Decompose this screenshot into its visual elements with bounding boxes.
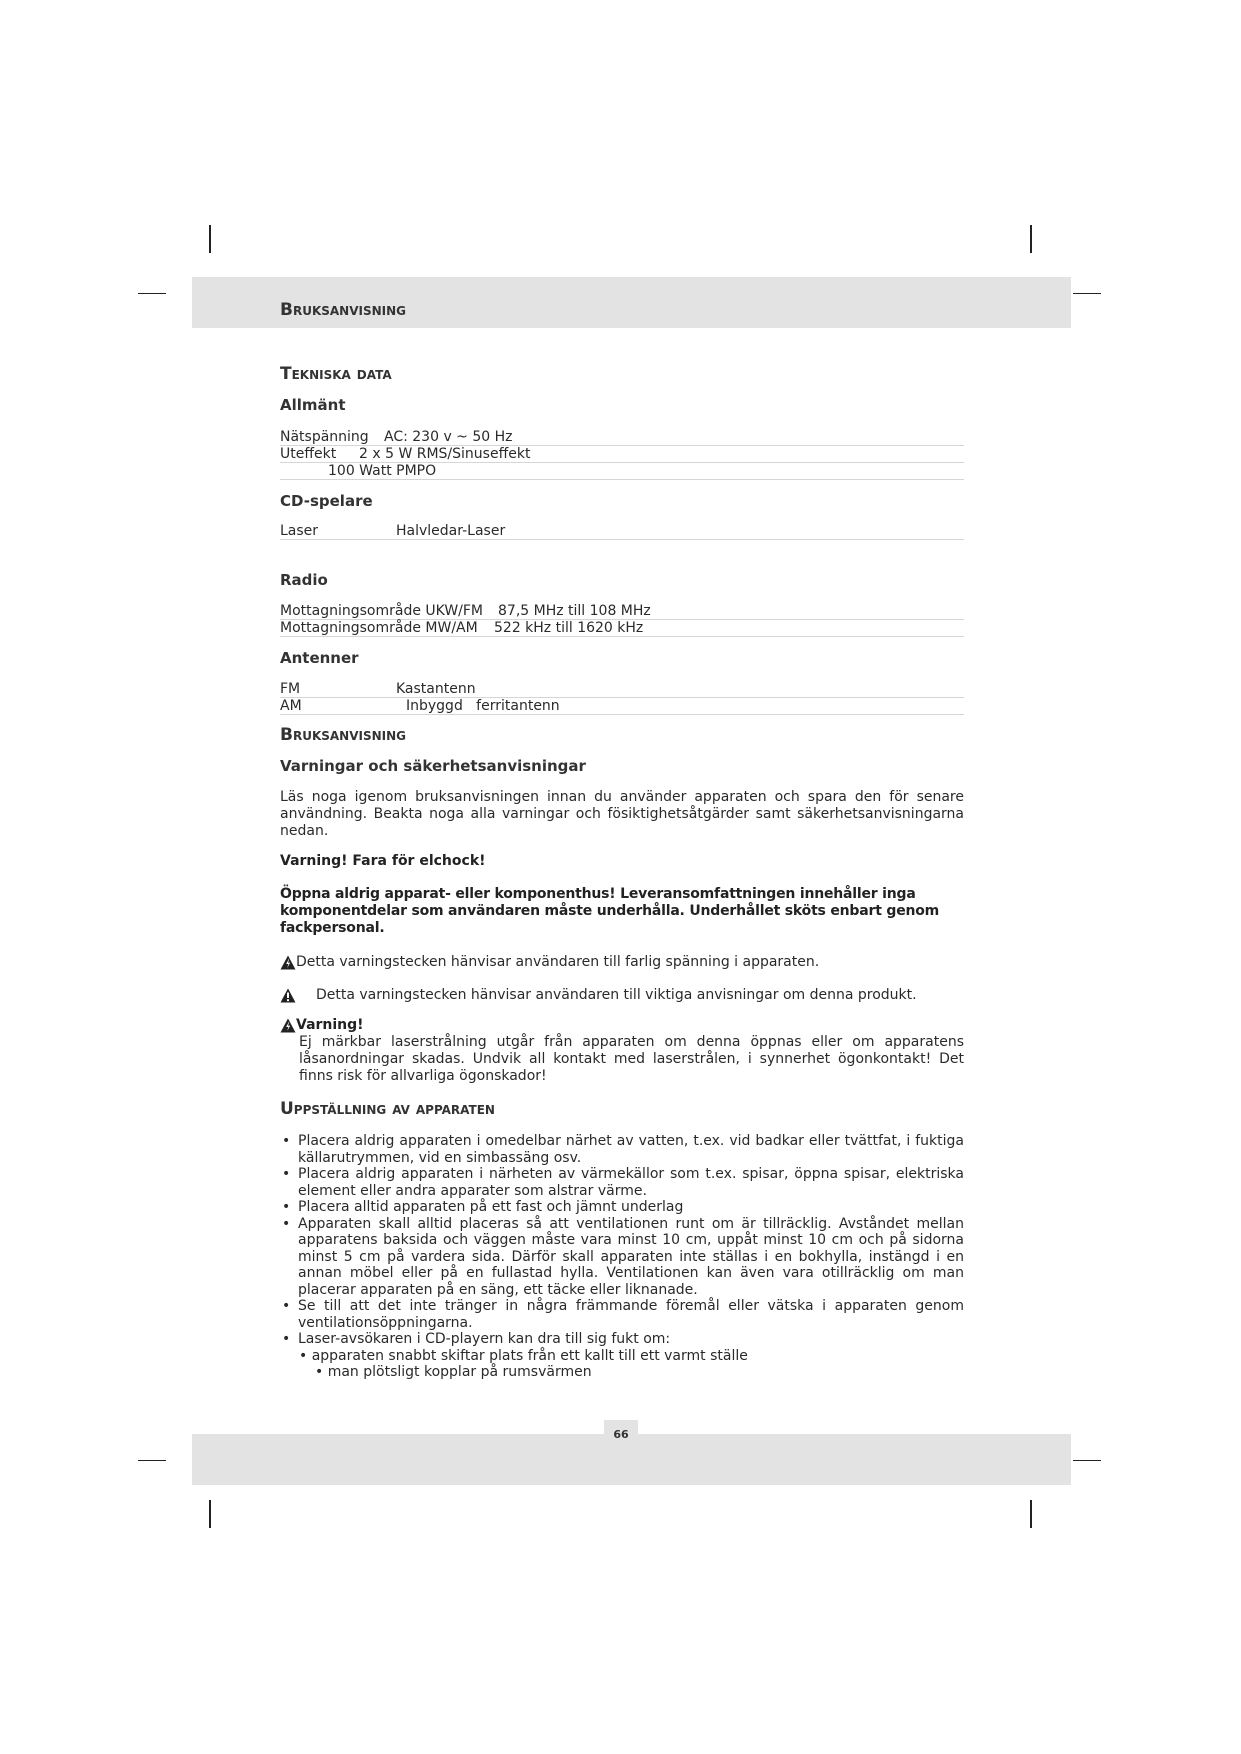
spec-label: Nätspänning xyxy=(280,429,369,445)
crop-mark xyxy=(209,225,211,253)
sub-list-item: • apparaten snabbt skiftar plats från ett kallt till ett varmt ställe xyxy=(299,1347,748,1364)
spec-row xyxy=(280,620,964,637)
laser-warning-title: Varning! xyxy=(296,1017,364,1033)
spec-value: Inbyggd ferritantenn xyxy=(406,698,560,714)
spec-label: Mottagningsområde UKW/FM xyxy=(280,603,484,619)
spec-value: 100 Watt PMPO xyxy=(328,463,437,479)
tech-data-heading: Tekniska data xyxy=(280,364,392,384)
cd-heading: CD-spelare xyxy=(280,492,373,510)
crop-mark xyxy=(209,1500,211,1528)
list-item: • Apparaten skall alltid placeras så att ventilationen runt om är tillräcklig. Avståndet mellan apparatens baksida och väggen måste vara minst 10 cm, uppåt minst 10 cm och på sidorna minst 5 cm på vardera sida. Därför skall apparaten inte ställas i en bokhylla, instängd i en annan möbel eller på en fullastad hylla. Ventilationen kan även vara otillräcklig om man placerar apparaten på en säng, ett täcke eller liknanade. xyxy=(280,1216,964,1299)
shock-warning: Varning! Fara för elchock! xyxy=(280,853,486,869)
list-item: • Laser-avsökaren i CD-playern kan dra till sig fukt om: xyxy=(280,1331,964,1348)
list-item: • Se till att det inte tränger in några främmande föremål eller vätska i apparaten genom ventilationsöppningarna. xyxy=(280,1298,964,1331)
instructions-warning-text: Detta varningstecken hänvisar användaren till viktiga anvisningar om denna produkt. xyxy=(316,987,917,1003)
voltage-warning-text: Detta varningstecken hänvisar användaren till farlig spänning i apparaten. xyxy=(296,954,820,970)
exclamation-triangle-icon xyxy=(280,988,296,1003)
crop-mark xyxy=(1073,293,1101,294)
manual-heading: Bruksanvisning xyxy=(280,725,407,745)
list-item: • Placera aldrig apparaten i omedelbar närhet av vatten, t.ex. vid badkar eller tvättfat, i fuktiga källarutrymmen, vid en simbassäng osv. xyxy=(280,1133,964,1166)
spec-row xyxy=(280,523,964,540)
list-item: • Placera aldrig apparaten i närheten av värmekällor som t.ex. spisar, öppna spisar, elektriska element eller andra apparater som alstrar värme. xyxy=(280,1166,964,1199)
spec-value: 87,5 MHz till 108 MHz xyxy=(498,603,651,619)
general-heading: Allmänt xyxy=(280,396,346,414)
spec-value: 522 kHz till 1620 kHz xyxy=(494,620,644,636)
spec-value: Kastantenn xyxy=(396,681,476,697)
spec-label: Laser xyxy=(280,523,319,539)
spec-label: Uteffekt xyxy=(280,446,337,462)
housing-warning: Öppna aldrig apparat- eller komponenthus! Leveransomfattningen innehåller inga komponentdelar som användaren måste underhålla. Underhållet sköts enbart genom fackpersonal. xyxy=(280,886,940,936)
spec-label: AM xyxy=(280,698,302,714)
crop-mark xyxy=(138,1460,166,1461)
laser-warning-text: Ej märkbar laserstrålning utgår från apparaten om denna öppnas eller om apparatens låsanordningar skadas. Undvik all kontakt med laserstrålen, i synnerhet ögonkontakt! Det finns risk för allvarliga ögonskador! xyxy=(299,1034,964,1084)
warnings-heading: Varningar och säkerhetsanvisningar xyxy=(280,757,586,775)
page-number: 66 xyxy=(604,1420,638,1450)
voltage-warning-line xyxy=(280,953,964,971)
setup-heading: Uppställning av apparaten xyxy=(280,1099,495,1119)
crop-mark xyxy=(138,293,166,294)
sub-list-item: • man plötsligt kopplar på rumsvärmen xyxy=(315,1364,592,1380)
spec-label: FM xyxy=(280,681,301,697)
laser-warning-title-line xyxy=(280,1016,964,1034)
intro-paragraph: Läs noga igenom bruksanvisningen innan du använder apparaten och spara den för senare användning. Beakta noga alla varningar och fösiktighetsåtgärder samt säkerhetsanvisningarna nedan. xyxy=(280,789,964,839)
crop-mark xyxy=(1030,1500,1032,1528)
spec-row xyxy=(280,681,964,698)
spec-row xyxy=(280,446,964,463)
spec-value: 2 x 5 W RMS/Sinuseffekt xyxy=(359,446,531,462)
setup-list xyxy=(280,1133,964,1348)
warning-triangle-icon xyxy=(280,1018,296,1033)
spec-row xyxy=(280,603,964,620)
warning-triangle-icon xyxy=(280,955,296,970)
antennas-heading: Antenner xyxy=(280,649,359,667)
page-content xyxy=(280,362,964,1381)
crop-mark xyxy=(1030,225,1032,253)
instructions-warning-line xyxy=(280,986,964,1004)
crop-mark xyxy=(1073,1460,1101,1461)
list-item: • Placera alltid apparaten på ett fast och jämnt underlag xyxy=(280,1199,964,1216)
spec-row xyxy=(280,463,964,480)
spec-row xyxy=(280,429,964,446)
spec-label: Mottagningsområde MW/AM xyxy=(280,620,478,636)
spec-row xyxy=(280,698,964,715)
page-header-title: Bruksanvisning xyxy=(280,300,407,320)
spec-value: AC: 230 v ~ 50 Hz xyxy=(384,429,513,445)
spec-value: Halvledar-Laser xyxy=(396,523,506,539)
radio-heading: Radio xyxy=(280,571,328,589)
